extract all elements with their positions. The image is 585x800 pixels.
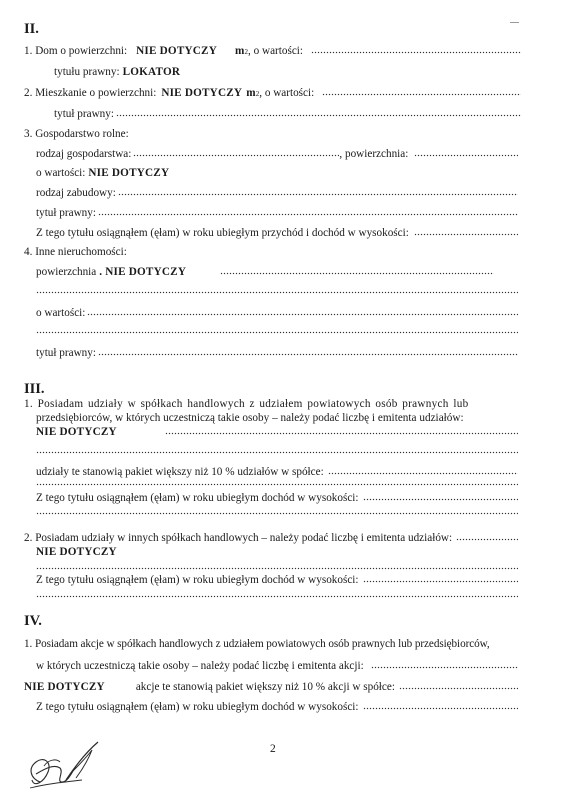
- stocks-income-label: Z tego tytułu osiągnąłem (ęłam) w roku ubiegłym dochód w wysokości:: [36, 701, 359, 713]
- other-area-dots: [220, 267, 494, 275]
- stocks-dots-1: [371, 661, 518, 669]
- other-area-value: . NIE DOTYCZY: [99, 266, 187, 278]
- farm-buildings-dots: [118, 188, 518, 196]
- other-value-label: o wartości:: [36, 307, 86, 319]
- farm-buildings-line: [36, 186, 518, 200]
- stocks-income-line: [36, 700, 518, 714]
- section-iv-heading: IV.: [24, 613, 42, 629]
- farm-buildings-label: rodzaj zabudowy:: [36, 187, 116, 199]
- other-shares-dots: [456, 533, 518, 541]
- farm-type-label: rodzaj gospodarstwa:: [36, 148, 132, 160]
- farm-label: 3. Gospodarstwo rolne:: [24, 128, 129, 140]
- farm-title-label: tytuł prawny:: [36, 207, 96, 219]
- shares-income-dots: [363, 493, 518, 501]
- other-shares-income-line: [36, 573, 518, 587]
- farm-type-line: [36, 147, 518, 161]
- other-value-line: [36, 306, 518, 320]
- other-shares-answer-line: [36, 545, 117, 559]
- shares-packet-dots: [328, 467, 518, 475]
- section-iii-heading: III.: [24, 381, 45, 397]
- house-title-label: tytułu prawny:: [54, 66, 120, 78]
- stocks-text-2: w których uczestniczą takie osoby – należy podać liczbę i emitenta akcji:: [36, 660, 364, 672]
- stocks-income-dots: [363, 702, 518, 710]
- house-unit: m: [235, 45, 245, 57]
- stocks-text-1: 1. Posiadam akcje w spółkach handlowych z udziałem powiatowych osób prawnych lub przedsiębiorców,: [24, 638, 490, 650]
- apartment-unit: m: [246, 87, 256, 99]
- shares-text-1: 1. Posiadam udziały w spółkach handlowych z udziałem powiatowych osób prawnych lub: [24, 398, 469, 410]
- shares-extra-dots-3: [36, 507, 518, 515]
- stocks-answer: NIE DOTYCZY: [24, 681, 105, 693]
- page-number: 2: [270, 743, 276, 755]
- other-title-label: tytuł prawny:: [36, 347, 96, 359]
- other-shares-income-dots: [363, 575, 518, 583]
- shares-packet-label: udziały te stanowią pakiet większy niż 10 % udziałów w spółce:: [36, 466, 324, 478]
- signature: [26, 738, 106, 794]
- other-shares-income-label: Z tego tytułu osiągnąłem (ęłam) w roku ubiegłym dochód w wysokości:: [36, 574, 359, 586]
- house-line: 1. Dom o powierzchni: NIE DOTYCZY m 2 , o wartości:: [24, 44, 521, 58]
- stocks-packet-line: [24, 680, 518, 694]
- farm-type-dots: [133, 149, 339, 157]
- stocks-line-1: [24, 637, 490, 651]
- farm-income-dots: [414, 228, 518, 236]
- other-area-label: powierzchnia: [36, 266, 97, 278]
- shares-answer-line: [36, 425, 518, 439]
- farm-title-dots: [98, 208, 518, 216]
- shares-answer: NIE DOTYCZY: [36, 426, 117, 438]
- farm-title-line: [36, 206, 518, 220]
- apartment-value-label: , o wartości:: [259, 87, 315, 99]
- shares-packet-line: [36, 465, 518, 479]
- farm-area-dots: [414, 149, 518, 157]
- shares-extra-dots-2: [36, 478, 518, 486]
- apartment-label: 2. Mieszkanie o powierzchni:: [24, 87, 157, 99]
- farm-income-label: Z tego tytułu osiągnąłem (ęłam) w roku ubiegłym przychód i dochód w wysokości:: [36, 227, 409, 239]
- house-title-value: LOKATOR: [122, 66, 181, 78]
- farm-area-label: , powierzchnia:: [339, 148, 409, 160]
- apartment-title-label: tytuł prawny:: [54, 108, 114, 120]
- other-title-dots: [98, 348, 518, 356]
- farm-value-label: o wartości:: [36, 167, 86, 179]
- shares-text-2: przedsiębiorców, w których uczestniczą takie osoby – należy podać liczbę i emitenta udziałów:: [36, 412, 464, 424]
- other-title-line: [36, 346, 518, 360]
- apartment-line: 2. Mieszkanie o powierzchni: NIE DOTYCZY m 2 , o wartości:: [24, 86, 521, 100]
- shares-income-label: Z tego tytułu osiągnąłem (ęłam) w roku ubiegłym dochód w wysokości:: [36, 492, 359, 504]
- shares-income-line: [36, 491, 518, 505]
- section-ii-heading: II.: [24, 21, 39, 37]
- house-label: 1. Dom o powierzchni:: [24, 45, 128, 57]
- other-value-dots: [87, 308, 518, 316]
- other-shares-label: 2. Posiadam udziały w innych spółkach handlowych – należy podać liczbę i emitenta udziałów:: [24, 532, 453, 544]
- house-value: NIE DOTYCZY: [136, 45, 217, 57]
- apartment-value-dots: [322, 88, 521, 96]
- shares-line-1: [24, 397, 521, 411]
- other-shares-answer: NIE DOTYCZY: [36, 546, 117, 558]
- farm-value: NIE DOTYCZY: [88, 167, 170, 179]
- farm-value-line: [36, 166, 169, 180]
- apartment-title-line: [54, 107, 521, 121]
- other-value-extra-dots: [36, 326, 518, 334]
- other-shares-income-extra-dots: [36, 590, 518, 598]
- farm-heading: [24, 127, 129, 141]
- shares-extra-dots-1: [36, 446, 518, 454]
- shares-line-2: [36, 411, 464, 425]
- stocks-packet-label: akcje te stanowią pakiet większy niż 10 % akcji w spółce:: [135, 681, 395, 693]
- other-shares-extra-dots: [36, 562, 518, 570]
- shares-answer-dots: [165, 427, 518, 435]
- house-value-label: , o wartości:: [248, 45, 304, 57]
- apartment-title-dots: [116, 109, 521, 117]
- farm-income-line: [36, 226, 518, 240]
- other-property-label: 4. Inne nieruchomości:: [24, 246, 127, 258]
- apartment-value: NIE DOTYCZY: [161, 87, 243, 99]
- other-area-line: [36, 265, 494, 279]
- house-title-line: [54, 65, 180, 79]
- other-property-heading: [24, 245, 127, 259]
- stocks-packet-dots: [399, 682, 518, 690]
- stocks-line-2: [36, 659, 518, 673]
- scan-mark: [510, 22, 519, 23]
- other-shares-line: [24, 531, 518, 545]
- other-area-extra-dots: [36, 286, 518, 294]
- house-value-dots: [311, 46, 521, 54]
